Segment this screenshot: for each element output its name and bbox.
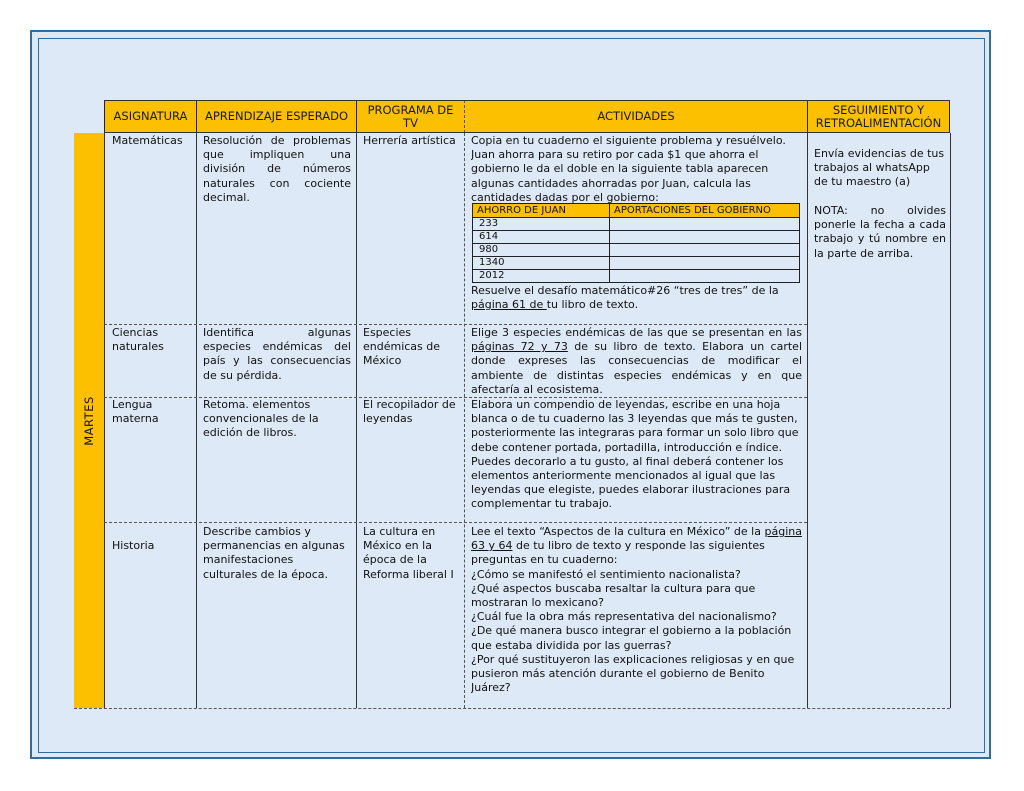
row-4-act-text: Lee el texto “Aspectos de la cultura en México” de la bbox=[471, 525, 765, 538]
savings-table-cell: 233 bbox=[473, 218, 610, 231]
row-1-actividades-outro bbox=[471, 284, 802, 312]
row-4-act-text-end: de tu libro de texto y responde las siguientes preguntas en tu cuaderno: bbox=[471, 539, 765, 567]
row-1-page-reference: página 61 de bbox=[471, 298, 547, 312]
question-5: ¿Por qué sustituyeron las explicaciones religiosas y en que pusieron más atención durante el gobierno de Benito Juárez? bbox=[471, 652, 795, 695]
row-3-actividades: Elabora un compendio de leyendas, escribe en una hoja blanca o de tu cuaderno las 3 leyendas que más te gusten, posteriormente las integraras para formar un solo libro que debe contener portada, portadilla, introducción e índice. Puedes decorarlo a tu gusto, al final deberá contener los elementos anteriormente mencionados al igual que las leyendas que elegiste, puedes elaborar ilustraciones para complementar tu trabajo. bbox=[471, 398, 799, 511]
header-seguimiento: SEGUIMIENTO Y RETROALIMENTACIÓN bbox=[807, 100, 950, 133]
row-3-aprendizaje: Retoma. elementos convencionales de la edición de libros. bbox=[203, 398, 319, 440]
row-2-aprendizaje: Identifica algunas especies endémicas del país y las consecuencias de su pérdida. bbox=[203, 326, 351, 382]
row-3-asignatura: Lengua materna bbox=[112, 398, 159, 426]
savings-table-cell: 1340 bbox=[473, 257, 610, 270]
question-4: ¿De qué manera busco integrar el gobierno a la población que estaba dividida por las guerras? bbox=[471, 624, 792, 652]
row-2-act-text-end: de su libro de texto. Elabora un cartel donde expreses las consecuencias de modificar el ambiente de distintas especies endémicas y en que afectaría al ecosistema. bbox=[471, 340, 802, 396]
table-bottom-border bbox=[74, 708, 950, 709]
savings-table-cell bbox=[610, 270, 800, 283]
question-2: ¿Qué aspectos buscaba resaltar la cultura para que mostraran lo mexicano? bbox=[471, 581, 756, 610]
question-3: ¿Cuál fue la obra más representativa del nacionalismo? bbox=[471, 610, 777, 624]
header-top-border bbox=[104, 100, 950, 101]
header-actividades: ACTIVIDADES bbox=[464, 100, 807, 133]
row-4-page-reference: página 63 y 64 bbox=[471, 525, 802, 553]
grid-line bbox=[196, 133, 197, 708]
savings-table-cell bbox=[610, 231, 800, 244]
row-4-actividades bbox=[471, 525, 802, 695]
row-3-programa: El recopilador de leyendas bbox=[363, 398, 456, 426]
row-1-outro-text-end: tu libro de texto. bbox=[546, 298, 639, 312]
savings-table-cell: 614 bbox=[473, 231, 610, 244]
row-4-intro bbox=[471, 525, 802, 568]
day-label: MARTES bbox=[82, 395, 96, 446]
row-1-actividades-intro: Copia en tu cuaderno el siguiente problema y resuélvelo. Juan ahorra para su retiro por cada $1 que ahorra el gobierno le da el doble en la siguiente tabla aparecen algunas cantidades ahorradas por Juan, calcula las cantidades dadas por el gobierno: bbox=[471, 134, 786, 204]
row-2-actividades bbox=[471, 326, 802, 397]
header-aprendizaje: APRENDIZAJE ESPERADO bbox=[196, 100, 356, 133]
grid-line bbox=[950, 133, 951, 708]
header-bottom-border bbox=[104, 132, 950, 133]
savings-table-cell bbox=[610, 244, 800, 257]
savings-table bbox=[472, 203, 800, 283]
header-programa: PROGRAMA DE TV bbox=[356, 100, 464, 133]
day-label-column bbox=[74, 133, 104, 708]
grid-line bbox=[807, 133, 808, 708]
savings-table-cell: 2012 bbox=[473, 270, 610, 283]
grid-line bbox=[104, 133, 105, 708]
row-2-act-text: Elige 3 especies endémicas de las que se presentan en las bbox=[471, 326, 802, 339]
savings-table-header-1: AHORRO DE JUAN bbox=[473, 204, 610, 218]
row-divider bbox=[104, 324, 807, 325]
row-4-asignatura: Historia bbox=[112, 539, 155, 552]
savings-table-header-2: APORTACIONES DEL GOBIERNO bbox=[610, 204, 800, 218]
grid-line bbox=[464, 133, 465, 708]
seguimiento-note-1: Envía evidencias de tus trabajos al whatsApp de tu maestro (a) bbox=[814, 147, 945, 189]
row-2-page-reference: páginas 72 y 73 bbox=[471, 340, 568, 354]
row-4-programa: La cultura en México en la época de la Reforma liberal I bbox=[363, 525, 454, 581]
row-1-outro-text: Resuelve el desafío matemático#26 “tres de tres” de la bbox=[471, 284, 779, 297]
grid-line bbox=[356, 133, 357, 708]
savings-table-cell: 980 bbox=[473, 244, 610, 257]
row-1-programa: Herrería artística bbox=[363, 134, 456, 147]
row-1-aprendizaje: Resolución de problemas que impliquen una división de números naturales con cociente decimal. bbox=[203, 134, 351, 204]
savings-table-cell bbox=[610, 257, 800, 270]
savings-table-cell bbox=[610, 218, 800, 231]
row-2-programa: Especies endémicas de México bbox=[363, 326, 441, 368]
seguimiento-note-2: NOTA: no olvides ponerle la fecha a cada trabajo y tú nombre en la parte de arriba. bbox=[814, 204, 946, 260]
row-2-asignatura: Ciencias naturales bbox=[112, 326, 164, 354]
header-asignatura: ASIGNATURA bbox=[104, 100, 196, 133]
row-4-aprendizaje: Describe cambios y permanencias en algunas manifestaciones culturales de la época. bbox=[203, 525, 345, 581]
row-divider bbox=[104, 522, 807, 523]
question-1: ¿Cómo se manifestó el sentimiento nacionalista? bbox=[471, 567, 741, 581]
row-1-asignatura: Matemáticas bbox=[112, 134, 183, 147]
